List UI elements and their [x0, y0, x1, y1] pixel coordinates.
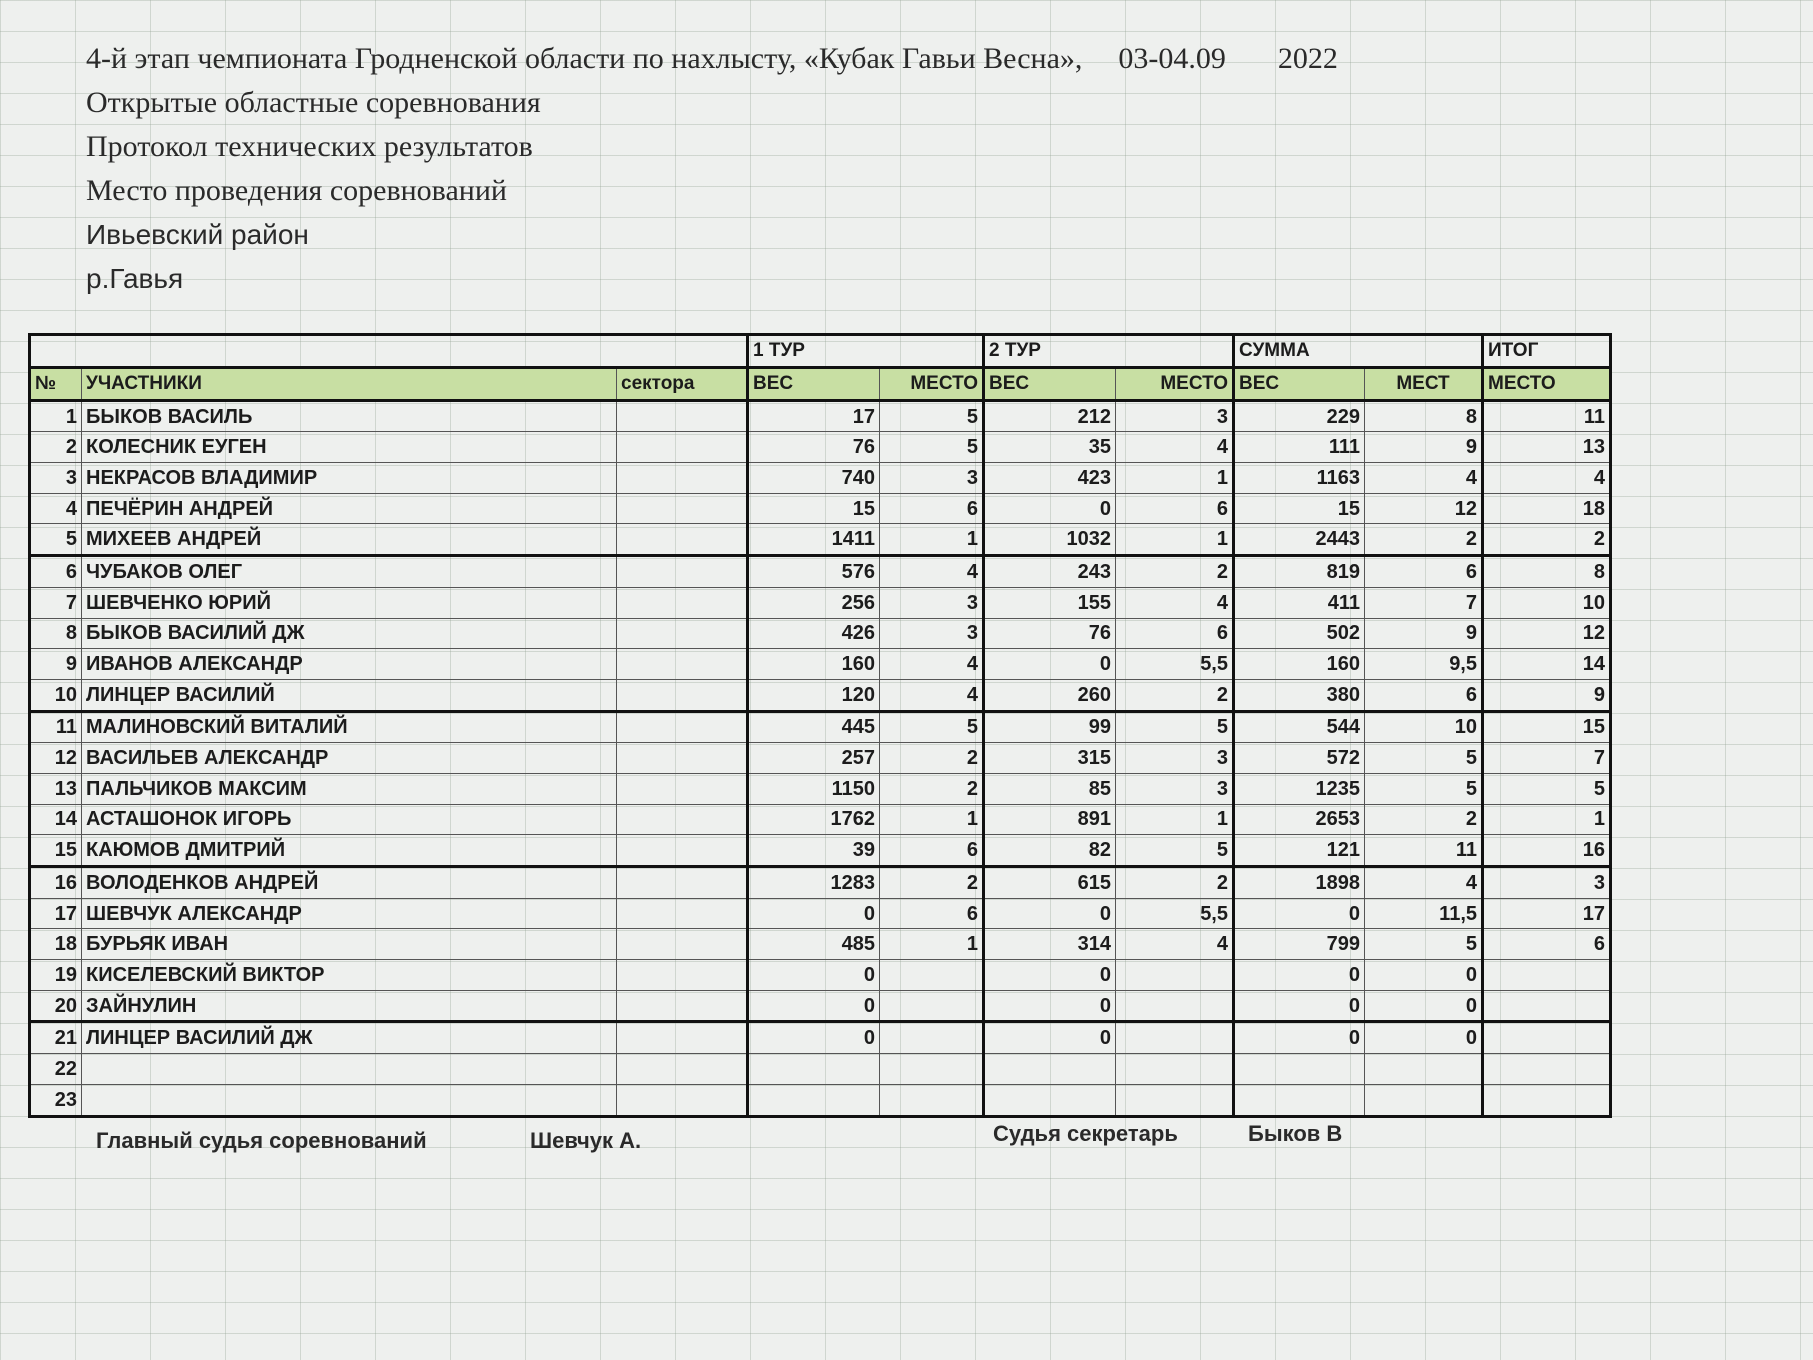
group-header-row	[30, 335, 1611, 368]
cell-total-place[interactable]: 9	[1483, 679, 1611, 711]
cell-participant[interactable]: АСТАШОНОК ИГОРЬ	[82, 804, 617, 835]
cell-sum-weight[interactable]: 1235	[1234, 773, 1365, 804]
cell-t2-weight[interactable]: 0	[984, 1022, 1116, 1054]
cell-participant[interactable]: ЛИНЦЕР ВАСИЛИЙ	[82, 679, 617, 711]
cell-t1-place[interactable]: 1	[880, 524, 984, 556]
table-row	[30, 990, 1611, 1022]
cell-sector[interactable]	[617, 679, 748, 711]
cell-t1-weight[interactable]: 0	[748, 990, 880, 1022]
river-name: р.Гавья	[86, 263, 184, 294]
cell-t2-place[interactable]: 5	[1116, 835, 1234, 867]
cell-t2-place[interactable]: 2	[1116, 556, 1234, 588]
cell-t1-weight[interactable]: 120	[748, 679, 880, 711]
chief-judge-label: Главный судья соревнований	[96, 1128, 427, 1153]
table-row	[30, 463, 1611, 494]
cell-sum-weight[interactable]: 160	[1234, 649, 1365, 680]
cell-sum-place[interactable]: 9,5	[1365, 649, 1483, 680]
cell-total-place[interactable]	[1483, 1054, 1611, 1085]
cell-t2-weight[interactable]: 891	[984, 804, 1116, 835]
column-header-row	[30, 368, 1611, 401]
cell-participant[interactable]: КИСЕЛЕВСКИЙ ВИКТОР	[82, 960, 617, 991]
col-header-sum-weight[interactable]: ВЕС	[1234, 368, 1365, 401]
table-row	[30, 743, 1611, 774]
table-row	[30, 524, 1611, 556]
cell-t1-place[interactable]: 3	[880, 587, 984, 618]
cell-t2-weight[interactable]: 0	[984, 649, 1116, 680]
cell-t2-place[interactable]: 3	[1116, 743, 1234, 774]
cell-t1-place[interactable]: 3	[880, 463, 984, 494]
cell-no[interactable]: 2	[30, 432, 82, 463]
cell-sum-place[interactable]: 8	[1365, 400, 1483, 432]
cell-total-place[interactable]	[1483, 1084, 1611, 1116]
cell-sum-weight[interactable]: 0	[1234, 960, 1365, 991]
cell-no[interactable]: 14	[30, 804, 82, 835]
col-header-participants[interactable]: УЧАСТНИКИ	[82, 368, 617, 401]
cell-sum-weight[interactable]: 2443	[1234, 524, 1365, 556]
cell-t2-place[interactable]: 5	[1116, 711, 1234, 743]
cell-total-place[interactable]: 10	[1483, 587, 1611, 618]
cell-participant[interactable]: БЫКОВ ВАСИЛЬ	[82, 400, 617, 432]
cell-sector[interactable]	[617, 867, 748, 899]
table-row	[30, 1084, 1611, 1116]
cell-sector[interactable]	[617, 773, 748, 804]
cell-t1-weight[interactable]: 426	[748, 618, 880, 649]
table-row	[30, 1022, 1611, 1054]
cell-no[interactable]: 3	[30, 463, 82, 494]
cell-t2-place[interactable]: 4	[1116, 432, 1234, 463]
cell-t1-place[interactable]: 5	[880, 400, 984, 432]
cell-total-place[interactable]: 4	[1483, 463, 1611, 494]
cell-sector[interactable]	[617, 711, 748, 743]
cell-sector[interactable]	[617, 556, 748, 588]
cell-t2-place[interactable]: 4	[1116, 929, 1234, 960]
cell-sum-weight[interactable]: 1898	[1234, 867, 1365, 899]
cell-no[interactable]: 19	[30, 960, 82, 991]
table-row	[30, 618, 1611, 649]
cell-participant[interactable]	[82, 1054, 617, 1085]
cell-t1-place[interactable]: 4	[880, 556, 984, 588]
cell-sector[interactable]	[617, 524, 748, 556]
cell-sector[interactable]	[617, 929, 748, 960]
cell-t1-weight[interactable]: 0	[748, 1022, 880, 1054]
cell-t2-place[interactable]: 3	[1116, 400, 1234, 432]
cell-t1-weight[interactable]: 257	[748, 743, 880, 774]
col-header-t1-place[interactable]: МЕСТО	[880, 368, 984, 401]
cell-sector[interactable]	[617, 432, 748, 463]
cell-t1-place[interactable]	[880, 1054, 984, 1085]
table-row	[30, 898, 1611, 929]
cell-sector[interactable]	[617, 960, 748, 991]
cell-total-place[interactable]: 2	[1483, 524, 1611, 556]
championship-title: 4-й этап чемпионата Гродненской области по нахлысту, «Кубак Гавьи Весна»,	[86, 42, 1083, 75]
cell-sum-place[interactable]: 2	[1365, 524, 1483, 556]
cell-sum-place[interactable]: 6	[1365, 556, 1483, 588]
cell-sum-weight[interactable]: 111	[1234, 432, 1365, 463]
cell-t2-weight[interactable]: 85	[984, 773, 1116, 804]
cell-participant[interactable]: ПЕЧЁРИН АНДРЕЙ	[82, 493, 617, 524]
cell-total-place[interactable]: 7	[1483, 743, 1611, 774]
table-row	[30, 835, 1611, 867]
cell-t2-weight[interactable]: 260	[984, 679, 1116, 711]
cell-t1-weight[interactable]: 15	[748, 493, 880, 524]
table-row	[30, 432, 1611, 463]
cell-total-place[interactable]	[1483, 960, 1611, 991]
cell-t1-place[interactable]: 4	[880, 649, 984, 680]
cell-no[interactable]: 11	[30, 711, 82, 743]
cell-t1-weight[interactable]: 76	[748, 432, 880, 463]
cell-t1-place[interactable]	[880, 1022, 984, 1054]
cell-total-place[interactable]: 3	[1483, 867, 1611, 899]
cell-t2-place[interactable]	[1116, 1022, 1234, 1054]
cell-sum-place[interactable]	[1365, 1054, 1483, 1085]
cell-t2-place[interactable]	[1116, 1054, 1234, 1085]
cell-t1-weight[interactable]: 445	[748, 711, 880, 743]
cell-total-place[interactable]: 6	[1483, 929, 1611, 960]
cell-no[interactable]: 17	[30, 898, 82, 929]
cell-total-place[interactable]: 14	[1483, 649, 1611, 680]
cell-t2-weight[interactable]	[984, 1084, 1116, 1116]
cell-total-place[interactable]	[1483, 990, 1611, 1022]
cell-total-place[interactable]: 12	[1483, 618, 1611, 649]
cell-no[interactable]: 21	[30, 1022, 82, 1054]
cell-t2-weight[interactable]: 423	[984, 463, 1116, 494]
cell-participant[interactable]: ПАЛЬЧИКОВ МАКСИМ	[82, 773, 617, 804]
cell-sector[interactable]	[617, 587, 748, 618]
cell-t1-weight[interactable]: 1283	[748, 867, 880, 899]
group-sum[interactable]: СУММА	[1234, 335, 1483, 368]
document-header	[86, 44, 1338, 308]
cell-t1-weight[interactable]: 1762	[748, 804, 880, 835]
cell-participant[interactable]: ЗАЙНУЛИН	[82, 990, 617, 1022]
cell-t2-weight[interactable]: 99	[984, 711, 1116, 743]
cell-t1-weight[interactable]: 740	[748, 463, 880, 494]
cell-t2-place[interactable]: 5,5	[1116, 649, 1234, 680]
cell-sector[interactable]	[617, 835, 748, 867]
cell-no[interactable]: 13	[30, 773, 82, 804]
cell-t2-place[interactable]	[1116, 990, 1234, 1022]
cell-t2-place[interactable]: 2	[1116, 679, 1234, 711]
cell-t1-weight[interactable]	[748, 1054, 880, 1085]
col-header-t1-weight[interactable]: ВЕС	[748, 368, 880, 401]
cell-t2-place[interactable]: 5,5	[1116, 898, 1234, 929]
cell-participant[interactable]: ШЕВЧУК АЛЕКСАНДР	[82, 898, 617, 929]
cell-no[interactable]: 7	[30, 587, 82, 618]
cell-sum-weight[interactable]: 15	[1234, 493, 1365, 524]
cell-sum-place[interactable]: 5	[1365, 773, 1483, 804]
cell-sum-weight[interactable]: 819	[1234, 556, 1365, 588]
cell-t2-place[interactable]: 4	[1116, 587, 1234, 618]
cell-sum-place[interactable]: 9	[1365, 432, 1483, 463]
cell-sum-place[interactable]: 2	[1365, 804, 1483, 835]
cell-t2-weight[interactable]: 0	[984, 990, 1116, 1022]
cell-participant[interactable]: ВОЛОДЕНКОВ АНДРЕЙ	[82, 867, 617, 899]
cell-total-place[interactable]: 13	[1483, 432, 1611, 463]
cell-sum-weight[interactable]: 229	[1234, 400, 1365, 432]
cell-t2-place[interactable]: 3	[1116, 773, 1234, 804]
cell-sum-place[interactable]: 6	[1365, 679, 1483, 711]
competition-type: Открытые областные соревнования	[86, 86, 541, 119]
cell-sum-place[interactable]: 0	[1365, 990, 1483, 1022]
cell-sector[interactable]	[617, 743, 748, 774]
cell-t2-weight[interactable]: 82	[984, 835, 1116, 867]
cell-t1-place[interactable]: 6	[880, 835, 984, 867]
cell-no[interactable]: 20	[30, 990, 82, 1022]
cell-total-place[interactable]: 17	[1483, 898, 1611, 929]
cell-t1-weight[interactable]: 576	[748, 556, 880, 588]
cell-sum-weight[interactable]: 0	[1234, 990, 1365, 1022]
cell-t1-place[interactable]: 1	[880, 804, 984, 835]
cell-t2-weight[interactable]: 0	[984, 898, 1116, 929]
group-header-blank[interactable]	[30, 335, 748, 368]
cell-no[interactable]: 18	[30, 929, 82, 960]
cell-sum-place[interactable]: 9	[1365, 618, 1483, 649]
cell-t1-weight[interactable]: 17	[748, 400, 880, 432]
cell-sum-place[interactable]: 0	[1365, 1022, 1483, 1054]
cell-participant[interactable]: БЫКОВ ВАСИЛИЙ ДЖ	[82, 618, 617, 649]
cell-t2-place[interactable]: 6	[1116, 618, 1234, 649]
cell-total-place[interactable]: 18	[1483, 493, 1611, 524]
col-header-total-place[interactable]: МЕСТО	[1483, 368, 1611, 401]
table-row	[30, 679, 1611, 711]
cell-no[interactable]: 16	[30, 867, 82, 899]
secretary-label: Судья секретарь	[993, 1121, 1178, 1146]
cell-t2-weight[interactable]: 155	[984, 587, 1116, 618]
cell-t1-weight[interactable]: 160	[748, 649, 880, 680]
cell-t2-weight[interactable]: 315	[984, 743, 1116, 774]
cell-total-place[interactable]: 8	[1483, 556, 1611, 588]
cell-t2-weight[interactable]: 1032	[984, 524, 1116, 556]
cell-sector[interactable]	[617, 1054, 748, 1085]
cell-t2-weight[interactable]: 0	[984, 493, 1116, 524]
cell-sum-place[interactable]: 10	[1365, 711, 1483, 743]
cell-t1-weight[interactable]: 0	[748, 960, 880, 991]
cell-total-place[interactable]: 15	[1483, 711, 1611, 743]
cell-sector[interactable]	[617, 1084, 748, 1116]
col-header-t2-weight[interactable]: ВЕС	[984, 368, 1116, 401]
cell-no[interactable]: 1	[30, 400, 82, 432]
cell-participant[interactable]: ЧУБАКОВ ОЛЕГ	[82, 556, 617, 588]
table-row	[30, 556, 1611, 588]
cell-t1-weight[interactable]: 1411	[748, 524, 880, 556]
cell-sum-weight[interactable]	[1234, 1054, 1365, 1085]
event-date: 03-04.09	[1118, 42, 1226, 75]
cell-sum-weight[interactable]: 502	[1234, 618, 1365, 649]
cell-t1-weight[interactable]: 39	[748, 835, 880, 867]
cell-participant[interactable]: ШЕВЧЕНКО ЮРИЙ	[82, 587, 617, 618]
cell-t1-weight[interactable]: 1150	[748, 773, 880, 804]
cell-participant[interactable]: МИХЕЕВ АНДРЕЙ	[82, 524, 617, 556]
cell-sector[interactable]	[617, 1022, 748, 1054]
cell-sector[interactable]	[617, 990, 748, 1022]
cell-sum-weight[interactable]: 411	[1234, 587, 1365, 618]
table-row	[30, 773, 1611, 804]
cell-t2-weight[interactable]: 314	[984, 929, 1116, 960]
cell-t2-place[interactable]: 6	[1116, 493, 1234, 524]
cell-sum-weight[interactable]: 0	[1234, 898, 1365, 929]
cell-participant[interactable]: ЛИНЦЕР ВАСИЛИЙ ДЖ	[82, 1022, 617, 1054]
results-table	[28, 333, 1612, 1118]
cell-no[interactable]: 9	[30, 649, 82, 680]
table-row	[30, 929, 1611, 960]
cell-sum-place[interactable]: 0	[1365, 960, 1483, 991]
cell-sum-place[interactable]: 5	[1365, 743, 1483, 774]
cell-t2-weight[interactable]: 212	[984, 400, 1116, 432]
cell-t1-place[interactable]	[880, 990, 984, 1022]
cell-t1-place[interactable]	[880, 960, 984, 991]
table-row	[30, 1054, 1611, 1085]
cell-sum-weight[interactable]: 380	[1234, 679, 1365, 711]
table-row	[30, 400, 1611, 432]
table-row	[30, 493, 1611, 524]
district-name: Ивьевский район	[86, 219, 309, 250]
table-row	[30, 711, 1611, 743]
table-row	[30, 649, 1611, 680]
cell-no[interactable]: 6	[30, 556, 82, 588]
title-line	[86, 44, 1338, 88]
cell-t2-weight[interactable]: 243	[984, 556, 1116, 588]
cell-sum-place[interactable]: 4	[1365, 463, 1483, 494]
col-header-sum-place[interactable]: МЕСТ	[1365, 368, 1483, 401]
cell-no[interactable]: 10	[30, 679, 82, 711]
cell-t2-place[interactable]: 2	[1116, 867, 1234, 899]
cell-sum-weight[interactable]: 572	[1234, 743, 1365, 774]
secretary-name: Быков В	[1248, 1121, 1343, 1146]
cell-t2-weight[interactable]: 35	[984, 432, 1116, 463]
cell-t2-weight[interactable]	[984, 1054, 1116, 1085]
cell-total-place[interactable]: 1	[1483, 804, 1611, 835]
cell-total-place[interactable]: 5	[1483, 773, 1611, 804]
group-tour2[interactable]: 2 ТУР	[984, 335, 1234, 368]
cell-participant[interactable]: ИВАНОВ АЛЕКСАНДР	[82, 649, 617, 680]
cell-sum-weight[interactable]: 0	[1234, 1022, 1365, 1054]
cell-sector[interactable]	[617, 898, 748, 929]
col-header-no[interactable]: №	[30, 368, 82, 401]
cell-no[interactable]: 22	[30, 1054, 82, 1085]
cell-total-place[interactable]: 11	[1483, 400, 1611, 432]
protocol-title: Протокол технических результатов	[86, 130, 533, 163]
cell-t2-place[interactable]	[1116, 1084, 1234, 1116]
cell-sum-place[interactable]: 11	[1365, 835, 1483, 867]
table-row	[30, 587, 1611, 618]
cell-t1-place[interactable]: 4	[880, 679, 984, 711]
event-year: 2022	[1277, 42, 1338, 75]
cell-sum-weight[interactable]	[1234, 1084, 1365, 1116]
cell-t1-place[interactable]: 2	[880, 743, 984, 774]
cell-t1-weight[interactable]	[748, 1084, 880, 1116]
cell-t2-place[interactable]: 1	[1116, 463, 1234, 494]
col-header-t2-place[interactable]: МЕСТО	[1116, 368, 1234, 401]
cell-sum-weight[interactable]: 544	[1234, 711, 1365, 743]
cell-t2-weight[interactable]: 0	[984, 960, 1116, 991]
cell-total-place[interactable]: 16	[1483, 835, 1611, 867]
cell-t1-weight[interactable]: 0	[748, 898, 880, 929]
venue-label: Место проведения соревнований	[86, 174, 507, 207]
cell-participant[interactable]: БУРЬЯК ИВАН	[82, 929, 617, 960]
cell-sector[interactable]	[617, 618, 748, 649]
cell-sector[interactable]	[617, 804, 748, 835]
cell-sector[interactable]	[617, 649, 748, 680]
cell-participant[interactable]: КАЮМОВ ДМИТРИЙ	[82, 835, 617, 867]
cell-no[interactable]: 5	[30, 524, 82, 556]
cell-sector[interactable]	[617, 493, 748, 524]
cell-t1-place[interactable]: 5	[880, 432, 984, 463]
cell-t2-weight[interactable]: 615	[984, 867, 1116, 899]
cell-no[interactable]: 4	[30, 493, 82, 524]
cell-sum-weight[interactable]: 1163	[1234, 463, 1365, 494]
cell-sum-place[interactable]: 12	[1365, 493, 1483, 524]
cell-participant[interactable]: КОЛЕСНИК ЕУГЕН	[82, 432, 617, 463]
cell-t1-place[interactable]: 1	[880, 929, 984, 960]
cell-t1-place[interactable]: 3	[880, 618, 984, 649]
col-header-sector[interactable]: сектора	[617, 368, 748, 401]
cell-t2-place[interactable]	[1116, 960, 1234, 991]
cell-sum-weight[interactable]: 2653	[1234, 804, 1365, 835]
cell-no[interactable]: 8	[30, 618, 82, 649]
cell-t1-place[interactable]: 2	[880, 867, 984, 899]
cell-sum-place[interactable]	[1365, 1084, 1483, 1116]
cell-t2-weight[interactable]: 76	[984, 618, 1116, 649]
cell-participant[interactable]: НЕКРАСОВ ВЛАДИМИР	[82, 463, 617, 494]
cell-t1-weight[interactable]: 256	[748, 587, 880, 618]
cell-sector[interactable]	[617, 400, 748, 432]
cell-t1-place[interactable]: 5	[880, 711, 984, 743]
cell-participant[interactable]: МАЛИНОВСКИЙ ВИТАЛИЙ	[82, 711, 617, 743]
cell-no[interactable]: 15	[30, 835, 82, 867]
cell-no[interactable]: 23	[30, 1084, 82, 1116]
cell-total-place[interactable]	[1483, 1022, 1611, 1054]
cell-sum-weight[interactable]: 799	[1234, 929, 1365, 960]
cell-sum-place[interactable]: 11,5	[1365, 898, 1483, 929]
cell-t1-place[interactable]: 6	[880, 493, 984, 524]
cell-participant[interactable]: ВАСИЛЬЕВ АЛЕКСАНДР	[82, 743, 617, 774]
cell-t2-place[interactable]: 1	[1116, 804, 1234, 835]
cell-t2-place[interactable]: 1	[1116, 524, 1234, 556]
cell-participant[interactable]	[82, 1084, 617, 1116]
cell-sum-place[interactable]: 7	[1365, 587, 1483, 618]
cell-sum-place[interactable]: 4	[1365, 867, 1483, 899]
chief-judge-name: Шевчук А.	[530, 1128, 642, 1153]
group-total[interactable]: ИТОГ	[1483, 335, 1611, 368]
cell-t1-weight[interactable]: 485	[748, 929, 880, 960]
cell-sum-place[interactable]: 5	[1365, 929, 1483, 960]
cell-t1-place[interactable]: 6	[880, 898, 984, 929]
cell-sum-weight[interactable]: 121	[1234, 835, 1365, 867]
cell-t1-place[interactable]: 2	[880, 773, 984, 804]
table-row	[30, 960, 1611, 991]
table-row	[30, 867, 1611, 899]
cell-no[interactable]: 12	[30, 743, 82, 774]
table-row	[30, 804, 1611, 835]
group-tour1[interactable]: 1 ТУР	[748, 335, 984, 368]
cell-t1-place[interactable]	[880, 1084, 984, 1116]
cell-sector[interactable]	[617, 463, 748, 494]
